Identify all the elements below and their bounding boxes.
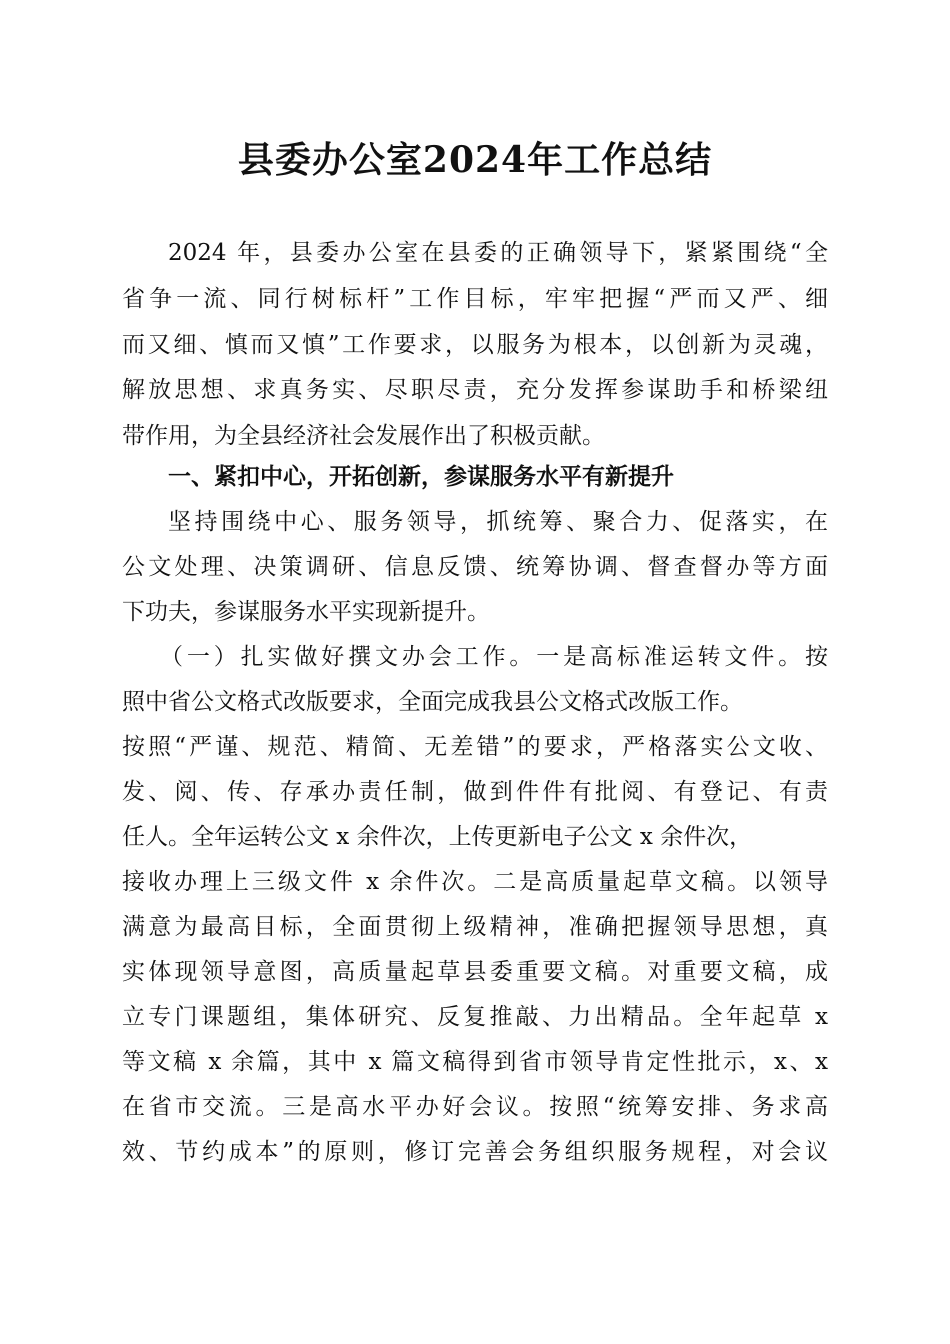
subsection-1-line-12: 效、节约成本”的原则，修订完善会务组织服务规程，对会议	[122, 1139, 828, 1165]
section-1-heading: 一、紧扣中心，开拓创新，参谋服务水平有新提升	[168, 464, 674, 490]
subsection-1-line-4: 发、阅、传、存承办责任制，做到件件有批阅、有登记、有责	[122, 779, 828, 805]
subsection-1-line-9: 立专门课题组，集体研究、反复推敲、力出精品。全年起草 x	[122, 1004, 828, 1030]
intro-line-5: 带作用，为全县经济社会发展作出了积极贡献。	[122, 423, 605, 449]
subsection-1-line-5: 任人。全年运转公文 x 余件次，上传更新电子公文 x 余件次，	[122, 824, 753, 850]
section-1-line-1: 坚持围绕中心、服务领导，抓统筹、聚合力、促落实，在	[168, 509, 828, 535]
intro-line-2: 省争一流、同行树标杆”工作目标，牢牢把握“严而又严、细	[122, 286, 828, 312]
subsection-1-line-2: 照中省公文格式改版要求，全面完成我县公文格式改版工作。	[122, 689, 743, 715]
intro-line-4: 解放思想、求真务实、尽职尽责，充分发挥参谋助手和桥梁纽	[122, 377, 828, 403]
subsection-1-line-1: （一）扎实做好撰文办会工作。一是高标准运转文件。按	[160, 644, 828, 670]
section-1-line-2: 公文处理、决策调研、信息反馈、统筹协调、督查督办等方面	[122, 554, 828, 580]
subsection-1-line-11: 在省市交流。三是高水平办好会议。按照“统筹安排、务求高	[122, 1094, 828, 1120]
document-title: 县委办公室2024年工作总结	[237, 139, 713, 181]
intro-line-1: 2024 年，县委办公室在县委的正确领导下，紧紧围绕“全	[168, 240, 828, 266]
subsection-1-line-10: 等文稿 x 余篇，其中 x 篇文稿得到省市领导肯定性批示，x、x	[122, 1049, 828, 1075]
subsection-1-line-7: 满意为最高目标，全面贯彻上级精神，准确把握领导思想，真	[122, 914, 828, 940]
subsection-1-line-6: 接收办理上三级文件 x 余件次。二是高质量起草文稿。以领导	[122, 869, 828, 895]
intro-line-3: 而又细、慎而又慎”工作要求，以服务为根本，以创新为灵魂，	[122, 332, 828, 358]
subsection-1-line-8: 实体现领导意图，高质量起草县委重要文稿。对重要文稿，成	[122, 959, 828, 985]
subsection-1-line-3: 按照“严谨、规范、精简、无差错”的要求，严格落实公文收、	[122, 734, 828, 760]
section-1-line-3: 下功夫，参谋服务水平实现新提升。	[122, 599, 490, 625]
